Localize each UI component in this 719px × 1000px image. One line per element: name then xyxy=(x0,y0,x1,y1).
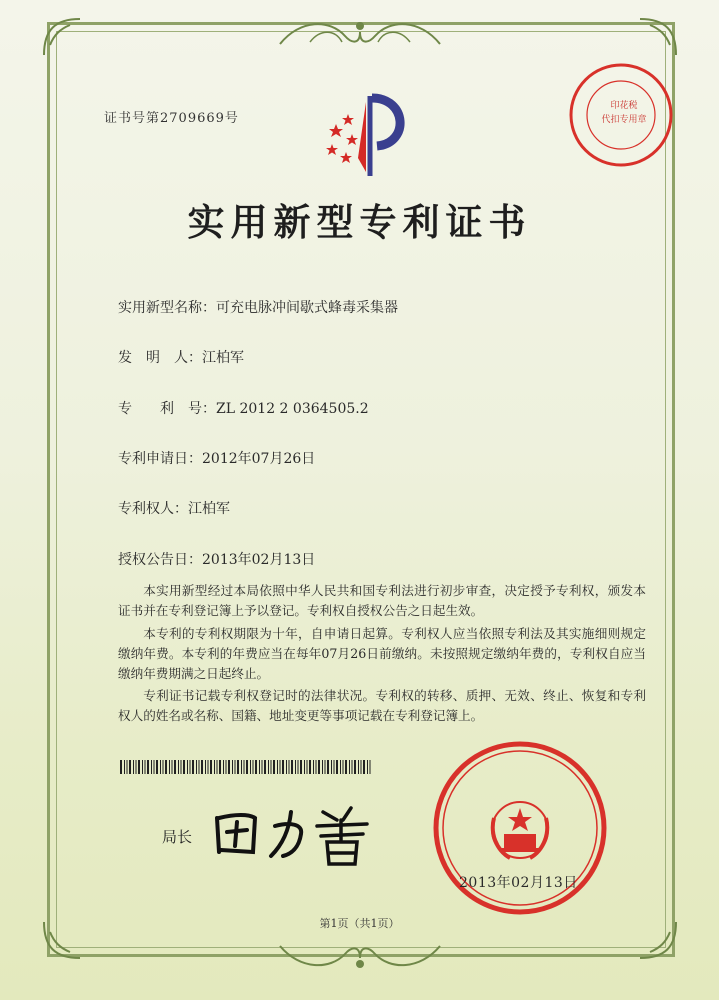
paragraph-legal-status: 专利证书记载专利权登记时的法律状况。专利权的转移、质押、无效、终止、恢复和专利权人的姓名或名称、国籍、地址变更等事项记载在专利登记簿上。 xyxy=(118,688,646,723)
certificate-title: 实用新型专利证书 xyxy=(187,200,532,244)
barcode-bar xyxy=(289,760,290,774)
barcode-bar xyxy=(145,760,146,774)
barcode-bar xyxy=(246,760,248,774)
barcode-bar xyxy=(151,760,152,774)
tax-stamp-line1: 印花税 xyxy=(610,101,638,111)
barcode-bar xyxy=(250,760,251,774)
field-patent-number: 专 利 号：ZL 2012 2 0364505.2 xyxy=(118,401,369,417)
barcode-bar xyxy=(325,760,326,774)
page-number: 第1页（共1页） xyxy=(319,917,400,930)
field-application-date: 专利申请日：2012年07月26日 xyxy=(118,451,316,467)
barcode-bar xyxy=(316,760,317,774)
barcode-bar xyxy=(361,760,362,774)
barcode-bar xyxy=(214,760,215,774)
barcode-bar xyxy=(309,760,311,774)
barcode-bar xyxy=(163,760,164,774)
barcode-bar xyxy=(138,760,140,774)
barcode-bar xyxy=(370,760,371,774)
barcode-bar xyxy=(367,760,368,774)
barcode-bar xyxy=(174,760,176,774)
certificate-number: 证书号第2709669号 xyxy=(104,111,239,126)
barcode-bar xyxy=(196,760,197,774)
barcode-bar xyxy=(165,760,167,774)
barcode-bar xyxy=(291,760,293,774)
barcode-bar xyxy=(208,760,209,774)
barcode-bar xyxy=(336,760,338,774)
barcode-bar xyxy=(232,760,233,774)
barcode-bar xyxy=(343,760,344,774)
director-signature xyxy=(205,790,385,870)
barcode-bar xyxy=(271,760,272,774)
barcode-bar xyxy=(352,760,353,774)
barcode-bar xyxy=(156,760,158,774)
barcode-bar xyxy=(345,760,347,774)
barcode-bar xyxy=(253,760,254,774)
barcode-bar xyxy=(331,760,332,774)
barcode-bar xyxy=(226,760,227,774)
barcode-bar xyxy=(228,760,230,774)
barcode-bar xyxy=(304,760,305,774)
barcode-bar xyxy=(190,760,191,774)
barcode-bar xyxy=(223,760,224,774)
barcode-bar xyxy=(136,760,137,774)
barcode-bar xyxy=(255,760,257,774)
barcode-bar xyxy=(205,760,206,774)
barcode-bar xyxy=(277,760,278,774)
barcode-bar xyxy=(183,760,185,774)
barcode-bar xyxy=(262,760,263,774)
corner-ornament-top-left xyxy=(40,15,86,61)
barcode-bar xyxy=(280,760,281,774)
barcode-bar xyxy=(219,760,221,774)
field-grant-date: 授权公告日：2013年02月13日 xyxy=(118,552,316,568)
barcode-bar xyxy=(120,760,122,774)
barcode-bar xyxy=(169,760,170,774)
patent-office-logo-icon xyxy=(322,88,414,178)
field-utility-model-name: 实用新型名称：可充电脉冲间歇式蜂毒采集器 xyxy=(118,300,398,316)
barcode-bar xyxy=(307,760,308,774)
barcode-bar xyxy=(300,760,302,774)
barcode-bar xyxy=(363,760,365,774)
barcode-bar xyxy=(241,760,242,774)
barcode-bar xyxy=(127,760,128,774)
barcode-bar xyxy=(147,760,149,774)
field-inventor: 发 明 人：江柏军 xyxy=(118,350,244,366)
barcode-bar xyxy=(295,760,296,774)
barcode-bar xyxy=(264,760,266,774)
barcode xyxy=(120,760,372,774)
barcode-bar xyxy=(237,760,239,774)
barcode-bar xyxy=(142,760,143,774)
barcode-bar xyxy=(334,760,335,774)
barcode-bar xyxy=(187,760,188,774)
barcode-bar xyxy=(235,760,236,774)
barcode-bar xyxy=(124,760,125,774)
barcode-bar xyxy=(286,760,287,774)
tax-stamp-line2: 代扣专用章 xyxy=(601,115,647,125)
barcode-bar xyxy=(133,760,134,774)
bottom-flourish-ornament xyxy=(270,940,450,974)
barcode-bar xyxy=(268,760,269,774)
top-flourish-ornament xyxy=(270,14,450,54)
barcode-bar xyxy=(259,760,260,774)
barcode-bar xyxy=(358,760,359,774)
seal-date: 2013年02月13日 xyxy=(459,875,578,891)
barcode-bar xyxy=(327,760,329,774)
barcode-bar xyxy=(201,760,203,774)
barcode-bar xyxy=(340,760,341,774)
barcode-bar xyxy=(313,760,314,774)
director-label: 局长 xyxy=(162,828,193,846)
barcode-bar xyxy=(244,760,245,774)
barcode-bar xyxy=(181,760,182,774)
paragraph-term-fees: 本专利的专利权期限为十年，自申请日起算。专利权人应当依照专利法及其实施细则规定缴纳年费。本专利的年费应当在每年07月26日前缴纳。未按照规定缴纳年费的，专利权自应当缴纳年费期满之日起终止。 xyxy=(118,626,646,681)
barcode-bar xyxy=(172,760,173,774)
barcode-bar xyxy=(217,760,218,774)
barcode-bar xyxy=(210,760,212,774)
barcode-bar xyxy=(160,760,161,774)
paragraph-grant-statement: 本实用新型经过本局依照中华人民共和国专利法进行初步审查，决定授予专利权，颁发本证书并在专利登记簿上予以登记。专利权自授权公告之日起生效。 xyxy=(118,583,646,618)
barcode-bar xyxy=(273,760,275,774)
barcode-bar xyxy=(318,760,320,774)
barcode-bar xyxy=(178,760,179,774)
barcode-bar xyxy=(354,760,356,774)
barcode-bar xyxy=(129,760,131,774)
barcode-bar xyxy=(298,760,299,774)
barcode-bar xyxy=(192,760,194,774)
barcode-bar xyxy=(282,760,284,774)
barcode-bar xyxy=(199,760,200,774)
barcode-bar xyxy=(349,760,350,774)
field-patentee: 专利权人：江柏军 xyxy=(118,501,230,517)
barcode-bar xyxy=(322,760,323,774)
barcode-bar xyxy=(154,760,155,774)
corner-ornament-top-right xyxy=(634,15,680,61)
